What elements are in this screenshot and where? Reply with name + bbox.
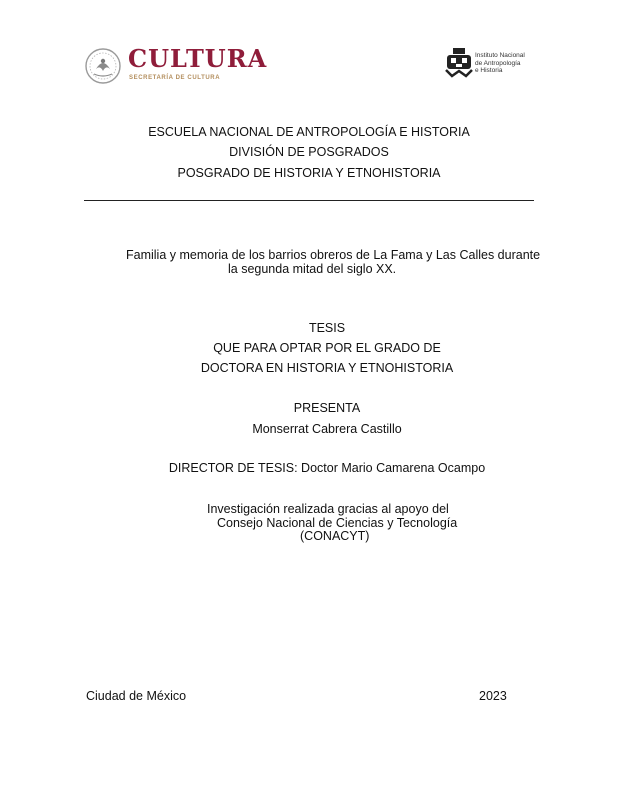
funding-line-1: Investigación realizada gracias al apoyo del [207,502,449,516]
funding-line-2: Consejo Nacional de Ciencias y Tecnología [217,516,458,530]
presenta-label: PRESENTA [293,401,361,415]
cultura-logo [84,44,274,88]
degree-line-2: QUE PARA OPTAR POR EL GRADO DE [213,341,441,355]
thesis-title-line-2: la segunda mitad del siglo XX. [228,262,397,276]
mexico-coat-of-arms-icon [84,47,122,85]
divider-line [84,200,534,201]
funding-line-3: (CONACYT) [300,529,370,543]
thesis-title-line-1: Familia y memoria de los barrios obreros de La Fama y Las Calles durante [126,248,541,262]
degree-line-1: TESIS [308,321,346,335]
author-name: Monserrat Cabrera Castillo [252,422,402,436]
cultura-wordmark: CULTURA [128,44,268,73]
inah-name-line: Instituto Nacional [475,52,525,59]
inah-logo [444,44,544,84]
cultura-subtitle: SECRETARÍA DE CULTURA [129,75,221,81]
year: 2023 [479,689,507,703]
institution-line-2: DIVISIÓN DE POSGRADOS [229,145,389,159]
inah-name-line: de Antropología [475,59,521,67]
institution-line-1: ESCUELA NACIONAL DE ANTROPOLOGÍA E HISTORIA [148,125,470,139]
degree-line-3: DOCTORA EN HISTORIA Y ETNOHISTORIA [200,361,454,375]
institution-line-3: POSGRADO DE HISTORIA Y ETNOHISTORIA [177,166,441,180]
inah-name-line: e Historia [475,67,503,74]
thesis-director: DIRECTOR DE TESIS: Doctor Mario Camarena Ocampo [168,461,486,475]
inah-emblem-icon [444,46,474,78]
city: Ciudad de México [86,689,187,703]
inah-name [475,52,535,75]
